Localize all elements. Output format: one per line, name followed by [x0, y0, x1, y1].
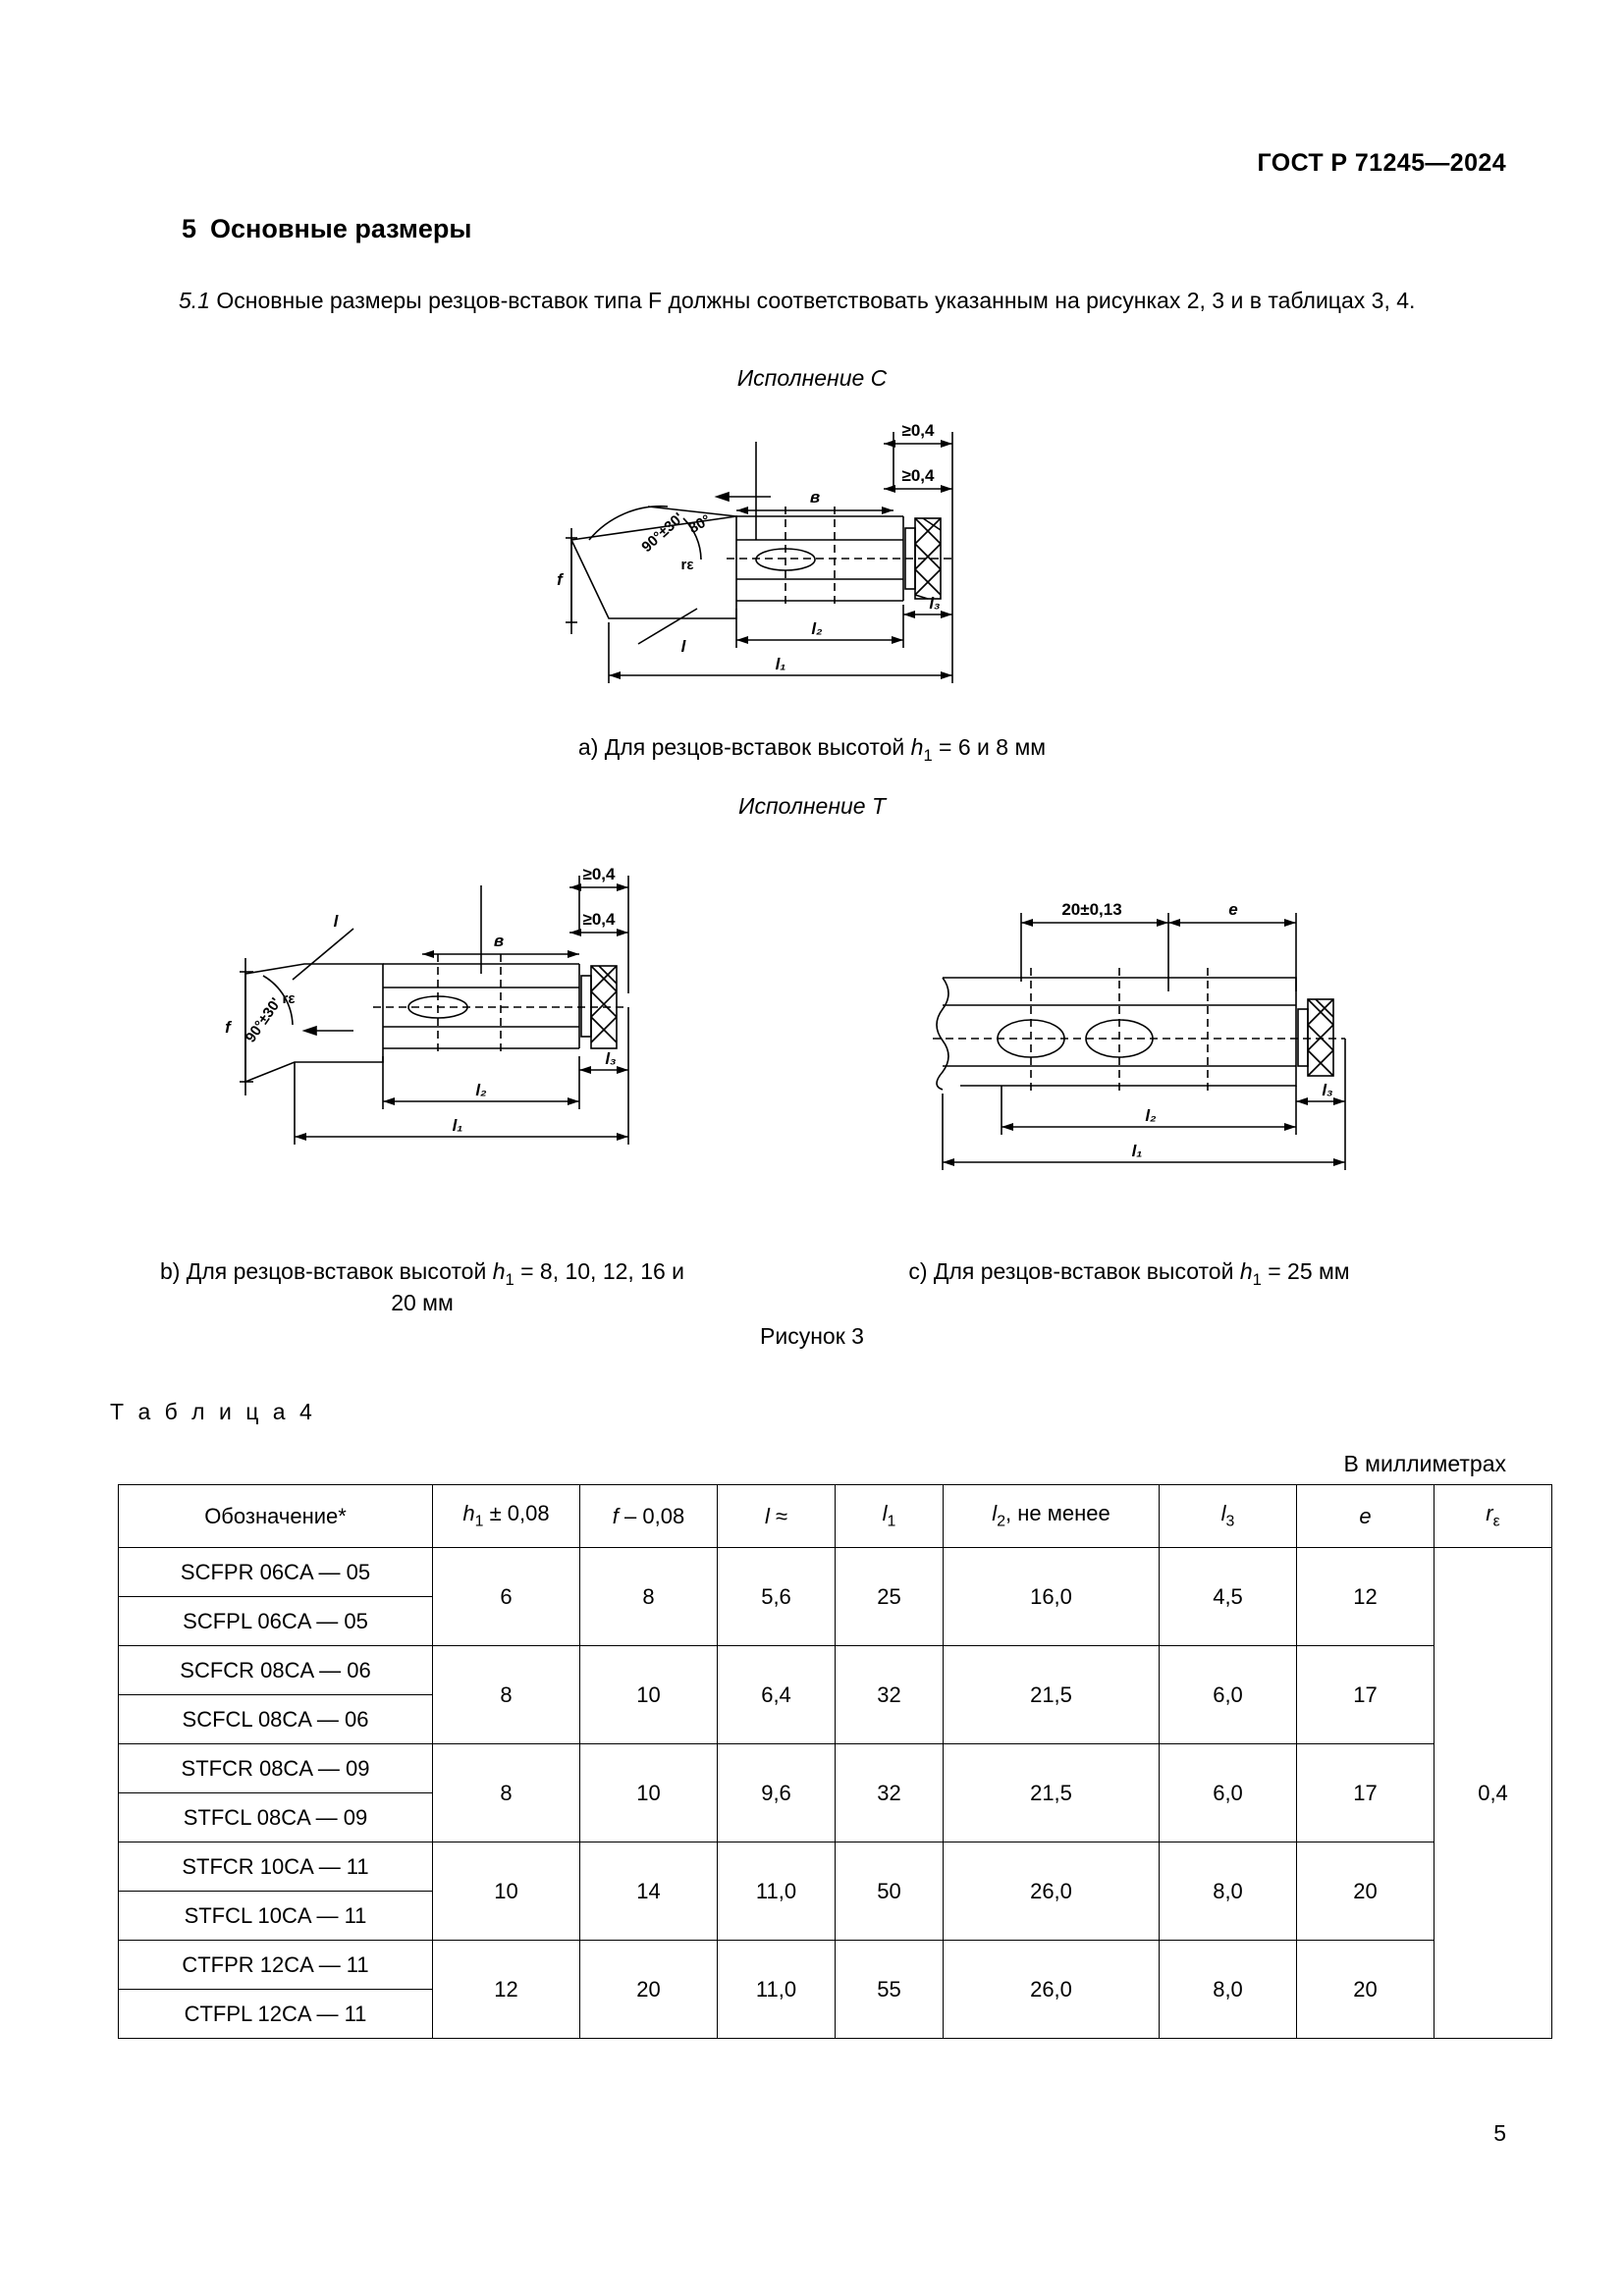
figure-3c: [884, 883, 1375, 1198]
cell-f: 10: [580, 1646, 718, 1744]
cell-l2: 16,0: [944, 1548, 1160, 1646]
svg-text:l₂: l₂: [475, 1081, 487, 1099]
cell-l1: 25: [836, 1548, 944, 1646]
svg-text:l₃: l₃: [605, 1049, 617, 1068]
header-l3: $l_3$: [1160, 1485, 1297, 1548]
svg-text:l₃: l₃: [1322, 1081, 1333, 1099]
figure-3a-caption: [0, 734, 1624, 766]
svg-text:l₁: l₁: [775, 655, 786, 673]
svg-text:rε: rε: [680, 557, 694, 573]
cell-re: 0,4: [1435, 1548, 1552, 2039]
cell-l2: 21,5: [944, 1646, 1160, 1744]
cell-l2: 26,0: [944, 1842, 1160, 1941]
paragraph-text: Основные размеры резцов-вставок типа F должны соответствовать указанным на рисунках 2, 3 и в таблицах 3, 4.: [209, 288, 1416, 313]
header-re: $r_\varepsilon$: [1435, 1485, 1552, 1548]
cell-designation: STFCR 08CA — 09: [119, 1744, 433, 1793]
cell-designation: STFCL 08CA — 09: [119, 1793, 433, 1842]
cell-l: 5,6: [718, 1548, 836, 1646]
cell-designation: CTFPR 12CA — 11: [119, 1941, 433, 1990]
cell-f: 14: [580, 1842, 718, 1941]
variant-c-label: Исполнение С: [736, 365, 888, 391]
cell-h1: 8: [433, 1646, 580, 1744]
table-row: [119, 1744, 1552, 1793]
svg-text:≥0,4: ≥0,4: [901, 421, 935, 440]
figure-3c-caption: c) Для резцов-вставок высотой $h_1 = 25$ мм: [908, 1258, 1350, 1289]
cell-f: 10: [580, 1744, 718, 1842]
variant-t-label: Исполнение Т: [738, 793, 886, 819]
cell-h1: 8: [433, 1744, 580, 1842]
svg-text:l₂: l₂: [811, 619, 823, 638]
table-row: [119, 1842, 1552, 1892]
table-label: Т а б л и ц а 4: [110, 1399, 316, 1424]
cell-designation: SCFPR 06CA — 05: [119, 1548, 433, 1597]
header-h1: $h_1 \pm 0,08$: [433, 1485, 580, 1548]
svg-text:≥0,4: ≥0,4: [901, 466, 935, 485]
cell-h1: 12: [433, 1941, 580, 2039]
cell-e: 12: [1297, 1548, 1435, 1646]
paragraph-number: 5.1: [179, 288, 210, 313]
cell-h1: 6: [433, 1548, 580, 1646]
cell-l2: 21,5: [944, 1744, 1160, 1842]
svg-text:l₁: l₁: [452, 1116, 463, 1135]
cell-l3: 6,0: [1160, 1646, 1297, 1744]
cell-e: 20: [1297, 1842, 1435, 1941]
svg-text:в: в: [493, 932, 505, 950]
cell-l: 11,0: [718, 1842, 836, 1941]
cell-l1: 32: [836, 1744, 944, 1842]
section-title-text: Основные размеры: [210, 214, 472, 243]
svg-text:l₂: l₂: [1145, 1106, 1157, 1125]
table-header-row: [119, 1485, 1552, 1548]
cell-l1: 55: [836, 1941, 944, 2039]
svg-text:l: l: [680, 637, 686, 656]
header-f: f – 0,08: [580, 1485, 718, 1548]
svg-text:20±0,13: 20±0,13: [1061, 900, 1122, 919]
svg-text:90°±30': 90°±30': [638, 509, 687, 557]
header-designation: Обозначение*: [119, 1485, 433, 1548]
cell-designation: STFCL 10CA — 11: [119, 1892, 433, 1941]
figure-3b-caption: b) Для резцов-вставок высотой $h_1 = 8$, 10, 12, 16 и 20 мм: [159, 1258, 685, 1315]
cell-l2: 26,0: [944, 1941, 1160, 2039]
header-e: e: [1297, 1485, 1435, 1548]
cell-l: 6,4: [718, 1646, 836, 1744]
cell-designation: STFCR 10CA — 11: [119, 1842, 433, 1892]
cell-designation: SCFCL 08CA — 06: [119, 1695, 433, 1744]
table-row: [119, 1941, 1552, 1990]
page-number: 5: [1493, 2120, 1506, 2146]
cell-designation: SCFPL 06CA — 05: [119, 1597, 433, 1646]
svg-text:f: f: [225, 1018, 231, 1037]
table-row: [119, 1548, 1552, 1597]
cell-e: 17: [1297, 1744, 1435, 1842]
cell-l3: 4,5: [1160, 1548, 1297, 1646]
cell-l3: 8,0: [1160, 1842, 1297, 1941]
figure-3a: [491, 412, 1041, 726]
svg-text:l₁: l₁: [1131, 1142, 1143, 1160]
cell-l1: 50: [836, 1842, 944, 1941]
cell-l3: 6,0: [1160, 1744, 1297, 1842]
cell-h1: 10: [433, 1842, 580, 1941]
paragraph-5-1: [118, 283, 1512, 318]
cell-l: 9,6: [718, 1744, 836, 1842]
cell-l1: 32: [836, 1646, 944, 1744]
svg-text:≥0,4: ≥0,4: [582, 910, 616, 929]
cell-l3: 8,0: [1160, 1941, 1297, 2039]
cell-e: 17: [1297, 1646, 1435, 1744]
cell-f: 8: [580, 1548, 718, 1646]
section-heading: [182, 214, 471, 244]
caption-a-text: а) Для резцов-вставок высотой $h_1 = 6$ и 8 мм: [577, 734, 1047, 765]
svg-text:f: f: [557, 570, 563, 589]
section-number: 5: [182, 214, 197, 243]
document-header-standard: ГОСТ Р 71245—2024: [1257, 149, 1506, 177]
header-l2: $l_2$, не менее: [944, 1485, 1160, 1548]
svg-text:е: е: [1228, 900, 1238, 919]
svg-text:l₃: l₃: [929, 594, 941, 613]
svg-text:80°: 80°: [685, 511, 714, 538]
svg-text:rε: rε: [282, 990, 296, 1007]
svg-text:90°±30': 90°±30': [242, 994, 285, 1046]
cell-l: 11,0: [718, 1941, 836, 2039]
svg-text:l: l: [333, 912, 339, 931]
cell-f: 20: [580, 1941, 718, 2039]
cell-e: 20: [1297, 1941, 1435, 2039]
figure-number: Рисунок 3: [760, 1323, 864, 1349]
table-row: [119, 1646, 1552, 1695]
svg-text:в: в: [809, 488, 821, 507]
table-units-note: В миллиметрах: [1343, 1451, 1506, 1476]
cell-designation: CTFPL 12CA — 11: [119, 1990, 433, 2039]
svg-text:≥0,4: ≥0,4: [582, 865, 616, 883]
header-l1: $l_1$: [836, 1485, 944, 1548]
header-l: l ≈: [718, 1485, 836, 1548]
cell-designation: SCFCR 08CA — 06: [119, 1646, 433, 1695]
dimensions-table: [118, 1484, 1552, 2039]
figure-3b: [187, 856, 736, 1209]
